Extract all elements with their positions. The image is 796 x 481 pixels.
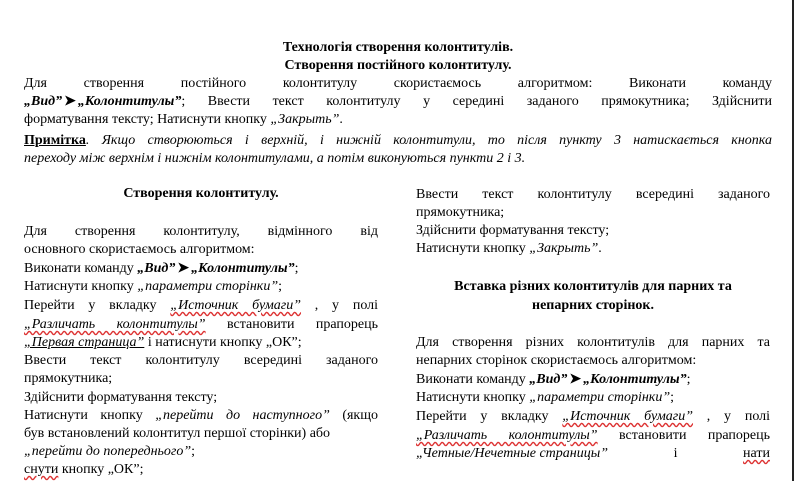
intro-line-2	[24, 93, 772, 111]
left-step-6-pre: Натиснути кнопку	[24, 408, 156, 423]
right-conj: і	[673, 446, 678, 461]
left-vid-label: „Вид”	[137, 261, 176, 276]
left-param-label: „параметри сторінки”	[137, 279, 279, 294]
right-step-2	[416, 389, 770, 407]
left-step-1-pre: Виконати команду	[24, 261, 138, 276]
left-step-7-rest: кнопку „ОК”;	[58, 462, 144, 477]
right-r3	[416, 240, 770, 258]
left-step-3-line-2	[24, 316, 378, 334]
left-step-1-end: ;	[294, 261, 299, 276]
left-p1-line-2: основного скористаємось алгоритмом:	[24, 242, 255, 257]
left-step-3-pre: Перейти у вкладку	[24, 298, 171, 313]
left-step-6-line-1	[24, 407, 378, 425]
note-line-2: переходу між верхнім і нижнім колонтитулами, а потім виконуються пункти 2 і 3.	[24, 151, 526, 166]
left-step-3-rest-2: встановити прапорець	[205, 317, 379, 332]
arrow-right-icon: ➤	[177, 261, 190, 276]
right-step-3-rest-2: встановити прапорець	[597, 428, 771, 443]
vid-quote-close: ”	[55, 94, 63, 109]
right-r2: Здійснити форматування тексту;	[416, 223, 610, 238]
intro-line-3-end: .	[339, 112, 343, 127]
left-step-3-rest-3: і натиснути кнопку „ОК”;	[144, 335, 302, 350]
zakryt-label: „Закрыть”	[270, 112, 340, 127]
right-step-2-pre: Натиснути кнопку	[416, 390, 530, 405]
left-step-4-line-2: прямокутника;	[24, 371, 113, 386]
left-step-6-end: ;	[191, 444, 196, 459]
right-r3-end: .	[598, 241, 602, 256]
left-step-7	[24, 461, 378, 479]
left-step-4-line-1: Ввести текст колонтитулу всередині заданого	[24, 353, 378, 368]
right-r3-pre: Натиснути кнопку	[416, 241, 530, 256]
right-p-line-1: Для створення різних колонтитулів для парних та	[416, 335, 770, 350]
right-heading-line-1: Вставка різних колонтитулів для парних та	[454, 279, 732, 294]
right-step-1-end: ;	[686, 372, 691, 387]
right-close-label: „Закрыть”	[529, 241, 599, 256]
right-vid-label: „Вид”	[529, 372, 568, 387]
right-p-line-2: непарних сторінок скористаємось алгоритмом:	[416, 353, 697, 368]
right-r1-line-1: Ввести текст колонтитулу всередині заданого	[416, 187, 770, 202]
left-step-3-line-1	[24, 297, 378, 315]
left-step-6-line-2: був встановлений колонтитул першої сторінки) або	[24, 426, 331, 441]
vid-quote-open: „	[24, 94, 31, 109]
right-step-3-pre: Перейти у вкладку	[416, 409, 563, 424]
right-step-3-line-3	[416, 445, 770, 463]
arrow-right-icon: ➤	[569, 372, 582, 387]
right-param-label: „параметри сторінки”	[529, 390, 671, 405]
intro-line-3-pre: форматування тексту; Натиснути кнопку	[24, 112, 271, 127]
left-first-page-label: „Первая страница”	[24, 335, 145, 350]
left-step-6-line-3	[24, 443, 378, 461]
left-step-2-end: ;	[278, 279, 283, 294]
right-r1-line-2: прямокутника;	[416, 205, 505, 220]
kolont-label: Колонтитулы	[84, 94, 175, 109]
left-step-6-rest: (якщо	[329, 408, 379, 423]
vid-label: Вид	[31, 94, 56, 109]
intro-line-1: Для створення постійного колонтитулу скористаємось алгоритмом: Виконати команду	[24, 76, 772, 91]
left-kolont-label: „Колонтитулы”	[191, 261, 295, 276]
right-kolont-label: „Колонтитулы”	[583, 372, 687, 387]
right-step-3-rest: , у полі	[693, 409, 771, 424]
right-step-3-line-1	[416, 408, 770, 426]
right-step-1	[416, 371, 770, 389]
right-cut-word: нати	[743, 446, 770, 461]
left-step-1	[24, 260, 378, 278]
right-even-odd-label: „Четные/Нечетные страницы”	[416, 446, 608, 461]
kolont-quote-open: „	[77, 94, 85, 109]
left-step-2	[24, 278, 378, 296]
left-step-2-pre: Натиснути кнопку	[24, 279, 138, 294]
kolont-quote-close: ”	[174, 94, 182, 109]
left-next-label: „перейти до наступного”	[155, 408, 330, 423]
right-step-1-pre: Виконати команду	[416, 372, 530, 387]
arrow-right-icon: ➤	[64, 94, 76, 109]
right-source-label: „Источник бумаги”	[562, 409, 694, 424]
right-step-2-end: ;	[670, 390, 675, 405]
right-step-3-line-2	[416, 427, 770, 445]
left-source-label: „Источник бумаги”	[170, 298, 302, 313]
left-distinguish-label: „Различать колонтитулы”	[24, 317, 206, 332]
left-prev-label: „перейти до попереднього”	[24, 444, 192, 459]
note-text-1: . Якщо створюються і верхній, і нижній колонтитули, то після пункту 3 натискається кнопка	[85, 133, 772, 148]
left-step-7-squiggle: снути	[24, 462, 59, 477]
intro-line-3	[24, 111, 772, 129]
note-label: Примітка	[24, 133, 86, 148]
sub-title: Створення постійного колонтитулу.	[284, 58, 512, 73]
left-p1-line-1: Для створення колонтитулу, відмінного від	[24, 224, 378, 239]
right-heading-line-2: непарних сторінок.	[532, 298, 654, 313]
note-line-1	[24, 132, 772, 150]
intro-line-2-rest: ; Ввести текст колонтитулу у середині заданого прямокутника; Здійснити	[181, 94, 772, 109]
left-step-3-line-3	[24, 334, 378, 352]
left-step-3-rest: , у полі	[301, 298, 379, 313]
left-step-5: Здійснити форматування тексту;	[24, 390, 218, 405]
right-distinguish-label: „Различать колонтитулы”	[416, 428, 598, 443]
main-title: Технологія створення колонтитулів.	[282, 40, 514, 55]
left-heading: Створення колонтитулу.	[123, 186, 279, 201]
